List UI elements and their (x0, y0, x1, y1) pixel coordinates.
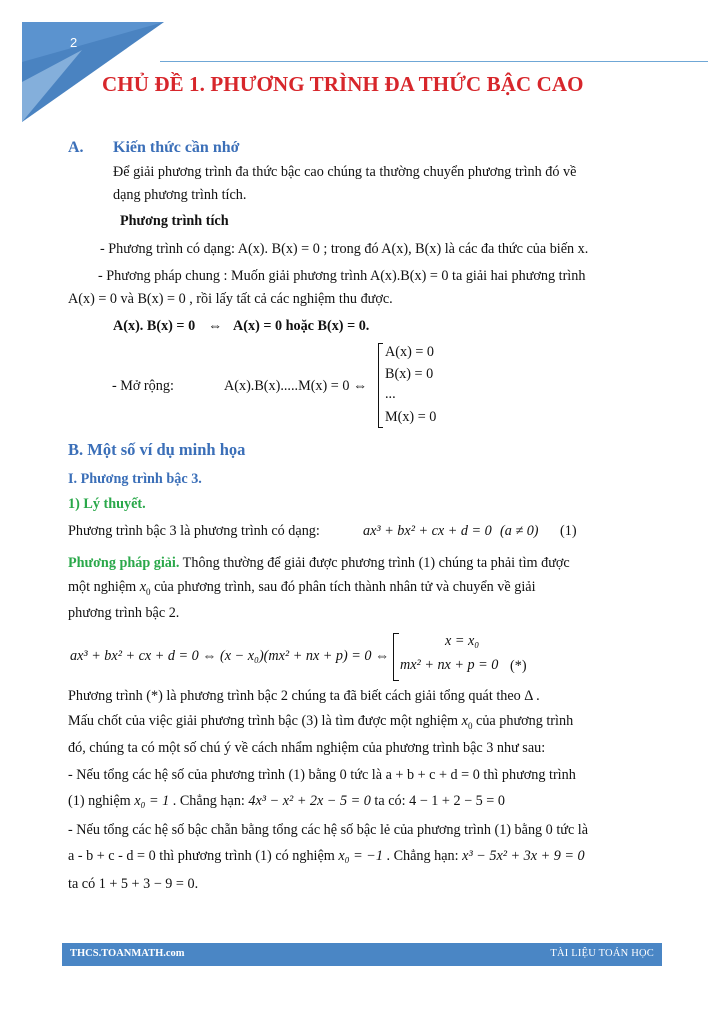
paragraph-7a: a - b + c - d = 0 thì phương trình (1) có nghiệm (68, 848, 339, 864)
method-line-2: A(x) = 0 và B(x) = 0 , rồi lấy tất cả các nghiệm thu được. (68, 291, 393, 307)
extend-case-2: B(x) = 0 (385, 366, 434, 382)
section-a-intro-2: dạng phương trình tích. (113, 187, 247, 203)
extend-expression: A(x).B(x).....M(x) = 0 ⇔ (224, 378, 368, 394)
page-number: 2 (70, 35, 78, 50)
paragraph-5b: . Chẳng hạn: (169, 793, 249, 809)
footer-site[interactable]: THCS.TOANMATH.com (70, 948, 185, 959)
factor-tag: (*) (510, 658, 527, 674)
paragraph-7b: . Chẳng hạn: (382, 848, 463, 864)
method-text-2b: của phương trình, sau đó phân tích thành nhân tử và chuyển về giải (150, 579, 536, 595)
method-line-1: - Phương pháp chung : Muốn giải phương trình A(x).B(x) = 0 ta giải hai phương trình (98, 268, 586, 284)
section-b-heading: B. Một số ví dụ minh họa (68, 440, 246, 459)
x0-variable: x (139, 579, 147, 595)
method-label: Phương pháp giải. (68, 555, 180, 571)
method-text-2a: một nghiệm (68, 579, 140, 595)
section-a-heading: Kiến thức cần nhớ (113, 139, 240, 156)
footer-bar (62, 943, 662, 966)
method-text-1: Thông thường để giải được phương trình (1) chúng ta phải tìm được (179, 555, 570, 571)
root-one-equation: x₀ = 1 (134, 793, 170, 809)
paragraph-6: - Nếu tổng các hệ số bậc chẵn bằng tổng các hệ số bậc lẻ của phương trình (1) bằng 0 tức là (68, 822, 589, 838)
page-title: CHỦ ĐỀ 1. PHƯƠNG TRÌNH ĐA THỨC BẬC CAO (102, 72, 584, 96)
definition-text: Phương trình bậc 3 là phương trình có dạng: (68, 523, 320, 539)
theory-heading: 1) Lý thuyết. (68, 496, 146, 512)
paragraph-1: Phương trình (*) là phương trình bậc 2 chúng ta đã biết cách giải tổng quát theo Δ . (68, 688, 540, 704)
paragraph-2b: của phương trình (472, 713, 574, 729)
equivalence-left: A(x). B(x) = 0 (113, 318, 196, 334)
paragraph-4: - Nếu tổng các hệ số của phương trình (1) bằng 0 tức là a + b + c + d = 0 thì phương trình (68, 767, 576, 783)
case-bracket (378, 343, 383, 428)
paragraph-3: đó, chúng ta có một số chú ý về cách nhẩm nghiệm của phương trình bậc 3 như sau: (68, 740, 546, 756)
equivalence-symbol: ⇔ (208, 318, 223, 334)
extend-case-4: M(x) = 0 (385, 409, 437, 425)
section-a-subheading: Phương trình tích (120, 213, 229, 229)
subsection-i-heading: I. Phương trình bậc 3. (68, 471, 202, 487)
x0-subscript-2: 0 (467, 720, 473, 731)
x0-variable-2: x (461, 713, 468, 729)
example-equation-2: x³ − 5x² + 3x + 9 = 0 (462, 848, 585, 864)
section-a-intro-1: Để giải phương trình đa thức bậc cao chúng ta thường chuyển phương trình đó về (113, 164, 577, 180)
footer-label: TÀI LIỆU TOÁN HỌC (550, 948, 654, 959)
paragraph-8: ta có 1 + 5 + 3 − 9 = 0. (68, 876, 199, 892)
paragraph-5c: ta có: 4 − 1 + 2 − 5 = 0 (370, 793, 505, 809)
paragraph-5a: (1) nghiệm (68, 793, 135, 809)
example-equation-1: 4x³ − x² + 2x − 5 = 0 (248, 793, 371, 809)
factor-equation: ax³ + bx² + cx + d = 0 ⇔ (x − x₀)(mx² + nx + p) = 0 ⇔ (70, 648, 390, 664)
method-text-3: phương trình bậc 2. (68, 605, 180, 621)
extend-case-1: A(x) = 0 (385, 344, 434, 360)
equivalence-right: A(x) = 0 hoặc B(x) = 0. (233, 318, 370, 334)
section-a-label: A. (68, 139, 84, 156)
root-minus-one-equation: x₀ = −1 (338, 848, 383, 864)
definition-condition: (a ≠ 0) (500, 523, 539, 539)
definition-number: (1) (560, 523, 577, 539)
x0-subscript: 0 (146, 586, 151, 597)
header-rule (160, 61, 708, 62)
extend-label: - Mở rộng: (112, 378, 174, 394)
product-form-line: - Phương trình có dạng: A(x). B(x) = 0 ; trong đó A(x), B(x) là các đa thức của biến x. (100, 241, 589, 257)
paragraph-2a: Mấu chốt của việc giải phương trình bậc (3) là tìm được một nghiệm (68, 713, 462, 729)
extend-case-3: ... (385, 386, 396, 402)
factor-case-1: x = x₀ (445, 633, 480, 649)
definition-equation: ax³ + bx² + cx + d = 0 (363, 523, 492, 539)
factor-bracket (393, 633, 399, 681)
factor-case-2: mx² + nx + p = 0 (400, 657, 499, 673)
